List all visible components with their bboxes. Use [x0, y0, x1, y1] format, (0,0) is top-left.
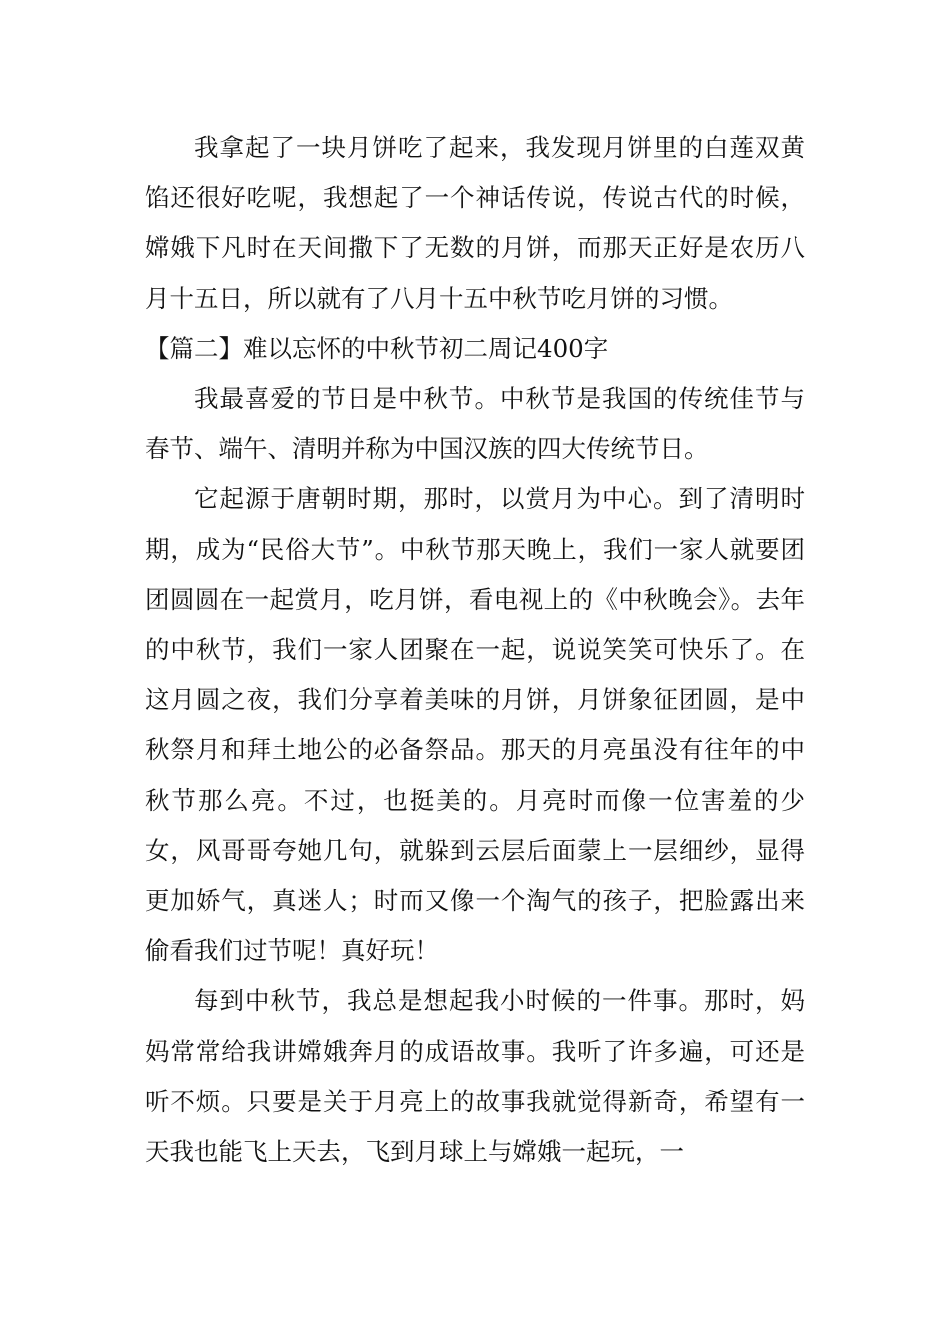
paragraph: 它起源于唐朝时期，那时，以赏月为中心。到了清明时期，成为“民俗大节”。中秋节那天晚上，我们一家人就要团团圆圆在一起赏月，吃月饼，看电视上的《中秋晚会》。去年的中秋节，我们一家人团聚在一起，说说笑笑可快乐了。在这月圆之夜，我们分享着美味的月饼，月饼象征团圆，是中秋祭月和拜土地公的必备祭品。那天的月亮虽没有往年的中秋节那么亮。不过，也挺美的。月亮时而像一位害羞的少女，风哥哥夸她几句，就躲到云层后面蒙上一层细纱，显得更加娇气，真迷人；时而又像一个淘气的孩子，把脸露出来偷看我们过节呢！真好玩！ — [145, 484, 805, 966]
document-body — [145, 123, 805, 1177]
paragraph: 我最喜爱的节日是中秋节。中秋节是我国的传统佳节与春节、端午、清明并称为中国汉族的四大传统节日。 — [145, 384, 805, 464]
section-heading: 【篇二】难以忘怀的中秋节初二周记400字 — [145, 333, 609, 363]
paragraph: 我拿起了一块月饼吃了起来，我发现月饼里的白莲双黄馅还很好吃呢，我想起了一个神话传说，传说古代的时候，嫦娥下凡时在天间撒下了无数的月饼，而那天正好是农历八月十五日，所以就有了八月十五中秋节吃月饼的习惯。 — [145, 133, 805, 313]
paragraph: 每到中秋节，我总是想起我小时候的一件事。那时，妈妈常常给我讲嫦娥奔月的成语故事。我听了许多遍，可还是听不烦。只要是关于月亮上的故事我就觉得新奇，希望有一天我也能飞上天去，飞到月球上与嫦娥一起玩，一 — [145, 986, 805, 1167]
